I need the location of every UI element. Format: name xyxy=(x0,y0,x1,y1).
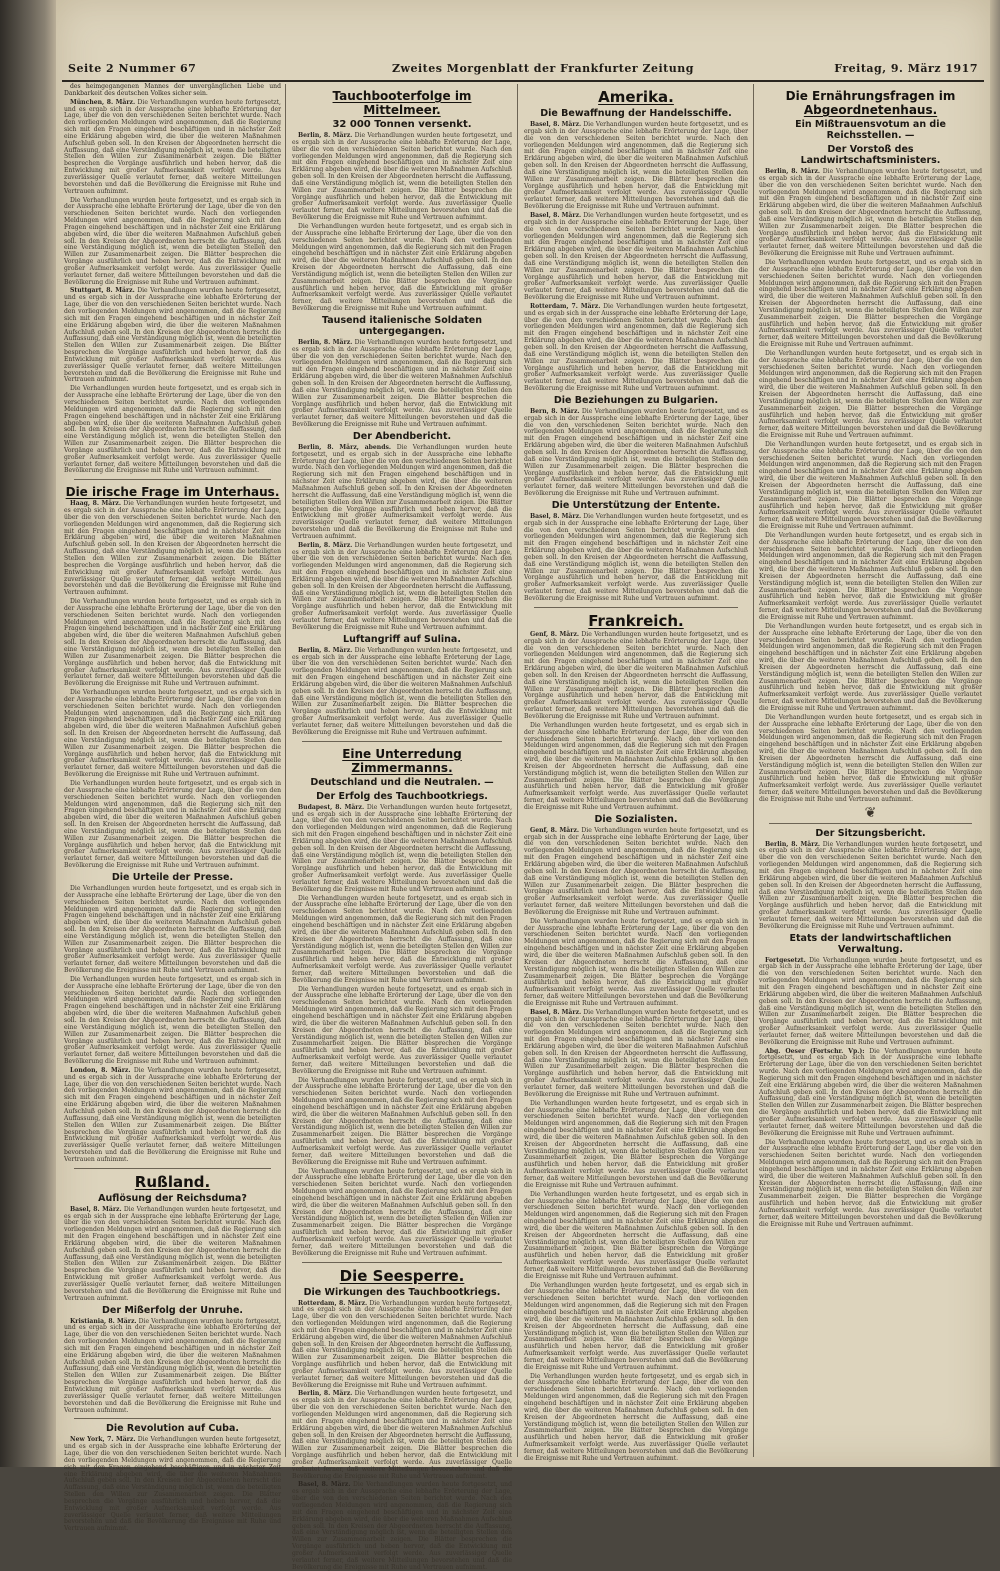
dateline: Berlin, 8. März. xyxy=(298,1390,353,1398)
article-text: Die Verhandlungen wurden heute fortgesetzt, und es ergab sich in der Aussprache eine lebhafte Erörterung der Lage, über die von den verschiedenen Seiten berichtet wurde. Nach den vorliegenden Meldungen wird angenommen, daß die Regierung sich mit den Fragen eingehend beschäftigen und in nächster Zeit eine Erklärung abgeben wird, die über die weiteren Maßnahmen Aufschluß geben soll. In den Kreisen der Abgeordneten herrscht die Auffassung, daß eine Verständigung möglich ist, wenn die beteiligten Stellen den Willen zur Zusammenarbeit zeigen. Die Blätter besprechen die Vorgänge ausführlich und heben hervor, daß die Entwicklung mit großer Aufmerksamkeit verfolgt werde. Aus zuverlässiger Quelle verlautet ferner, daß weitere Mitteilungen bevorstehen und daß die Bevölkerung die Ereignisse mit Ruhe und Vertrauen aufnimmt. xyxy=(524,121,749,211)
article-paragraph xyxy=(759,715,982,804)
headline-session-report: Der Sitzungsbericht. xyxy=(815,827,926,839)
page-edge xyxy=(990,0,1000,1467)
article-text: Die Verhandlungen wurden heute fortgesetzt, und es ergab sich in der Aussprache eine lebhafte Erörterung der Lage, über die von den verschiedenen Seiten berichtet wurde. Nach den vorliegenden Meldungen wird angenommen, daß die Regierung sich mit den Fragen eingehend beschäftigen und in nächster Zeit eine Erklärung abgeben wird, die über die weiteren Maßnahmen Aufschluß geben soll. In den Kreisen der Abgeordneten herrscht die Auffassung, daß eine Verständigung möglich ist, wenn die beteiligten Stellen den Willen zur Zusammenarbeit zeigen. Die Blätter besprechen die Vorgänge ausführlich und heben hervor, daß die Entwicklung mit großer Aufmerksamkeit verfolgt werde. Aus zuverlässiger Quelle verlautet ferner, daß weitere Mitteilungen bevorstehen und daß die Bevölkerung die Ereignisse mit Ruhe und Vertrauen aufnimmt. xyxy=(759,440,982,531)
issue-date: Freitag, 9. März 1917 xyxy=(834,62,978,75)
article-text: Die Verhandlungen wurden heute fortgesetzt, und es ergab sich in der Aussprache eine lebhafte Erörterung der Lage, über die von den verschiedenen Seiten berichtet wurde. Nach den vorliegenden Meldungen wird angenommen, daß die Regierung sich mit den Fragen eingehend beschäftigen und in nächster Zeit eine Erklärung abgeben wird, die über die weiteren Maßnahmen Aufschluß geben soll. In den Kreisen der Abgeordneten herrscht die Auffassung, daß eine Verständigung möglich ist, wenn die beteiligten Stellen den Willen zur Zusammenarbeit zeigen. Die Blätter besprechen die Vorgänge ausführlich und heben hervor, daß die Entwicklung mit großer Aufmerksamkeit verfolgt werde. Aus zuverlässiger Quelle verlautet ferner, daß weitere Mitteilungen bevorstehen und daß die Bevölkerung die Ereignisse mit Ruhe und Vertrauen aufnimmt. xyxy=(759,713,982,803)
article-text: Die Verhandlungen wurden heute fortgesetzt, und es ergab sich in der Aussprache eine lebhafte Erörterung der Lage, über die von den verschiedenen Seiten berichtet wurde. Nach den vorliegenden Meldungen wird angenommen, daß die Regierung sich mit den Fragen eingehend beschäftigen und in nächster Zeit eine Erklärung abgeben wird, die über die weiteren Maßnahmen Aufschluß geben soll. In den Kreisen der Abgeordneten herrscht die Auffassung, daß eine Verständigung möglich ist, wenn die beteiligten Stellen den Willen zur Zusammenarbeit zeigen. Die Blätter besprechen die Vorgänge ausführlich und heben hervor, daß die Entwicklung mit großer Aufmerksamkeit verfolgt werde. Aus zuverlässiger Quelle verlautet ferner, daß weitere Mitteilungen bevorstehen und daß die Bevölkerung die Ereignisse mit Ruhe und Vertrauen aufnimmt. xyxy=(64,385,281,475)
article-paragraph xyxy=(292,543,512,632)
article-paragraph xyxy=(64,288,281,384)
dateline: Bern, 8. März. xyxy=(530,407,580,415)
subheadline-press-opinions: Die Urteile der Presse. xyxy=(111,871,234,883)
article-text: Die Verhandlungen wurden heute fortgesetzt, und es ergab sich in der Aussprache eine lebhafte Erörterung der Lage, über die von den verschiedenen Seiten berichtet wurde. Nach den vorliegenden Meldungen wird angenommen, daß die Regierung sich mit den Fragen eingehend beschäftigen und in nächster Zeit eine Erklärung abgeben wird, die über die weiteren Maßnahmen Aufschluß geben soll. In den Kreisen der Abgeordneten herrscht die Auffassung, daß eine Verständigung möglich ist, wenn die beteiligten Stellen den Willen zur Zusammenarbeit zeigen. Die Blätter besprechen die Vorgänge ausführlich und heben hervor, daß die Entwicklung mit großer Aufmerksamkeit verfolgt werde. Aus zuverlässiger Quelle verlautet ferner, daß weitere Mitteilungen bevorstehen und daß die Bevölkerung die Ereignisse mit Ruhe und Vertrauen aufnimmt. xyxy=(524,512,749,602)
article-paragraph xyxy=(292,133,512,222)
article-text: Die Verhandlungen wurden heute fortgesetzt, und es ergab sich in der Aussprache eine lebhafte Erörterung der Lage, über die von den verschiedenen Seiten berichtet wurde. Nach den vorliegenden Meldungen wird angenommen, daß die Regierung sich mit den Fragen eingehend beschäftigen und in nächster Zeit eine Erklärung abgeben wird, die über die weiteren Maßnahmen Aufschluß geben soll. In den Kreisen der Abgeordneten herrscht die Auffassung, daß eine Verständigung möglich ist, wenn die beteiligten Stellen den Willen zur Zusammenarbeit zeigen. Die Blätter besprechen die Vorgänge ausführlich und heben hervor, daß die Entwicklung mit großer Aufmerksamkeit verfolgt werde. Aus zuverlässiger Quelle verlautet ferner, daß weitere Mitteilungen bevorstehen und daß die Bevölkerung die Ereignisse mit Ruhe und Vertrauen aufnimmt. xyxy=(64,98,281,195)
subheadline-unrest: Der Mißerfolg der Unruhe. xyxy=(102,1304,243,1316)
headline-sea-blockade: Die Seesperre. xyxy=(339,1266,465,1285)
dateline: Basel, 8. März. xyxy=(298,1481,351,1489)
article-paragraph xyxy=(64,690,281,779)
article-text: Die Verhandlungen wurden heute fortgesetzt, und es ergab sich in der Aussprache eine lebhafte Erörterung der Lage, über die von den verschiedenen Seiten berichtet wurde. Nach den vorliegenden Meldungen wird angenommen, daß die Regierung sich mit den Fragen eingehend beschäftigen und in nächster Zeit eine Erklärung abgeben wird, die über die weiteren Maßnahmen Aufschluß geben soll. In den Kreisen der Abgeordneten herrscht die Auffassung, daß eine Verständigung möglich ist, wenn die beteiligten Stellen den Willen zur Zusammenarbeit zeigen. Die Blätter besprechen die Vorgänge ausführlich und heben hervor, daß die Entwicklung mit großer Aufmerksamkeit verfolgt werde. Aus zuverlässiger Quelle verlautet ferner, daß weitere Mitteilungen bevorstehen und daß die Bevölkerung die Ereignisse mit Ruhe und Vertrauen aufnimmt. xyxy=(524,630,748,720)
article-text: Die Verhandlungen wurden heute fortgesetzt, und es ergab sich in der Aussprache eine lebhafte Erörterung der Lage, über die von den verschiedenen Seiten berichtet wurde. Nach den vorliegenden Meldungen wird angenommen, daß die Regierung sich mit den Fragen eingehend beschäftigen und in nächster Zeit eine Erklärung abgeben wird, die über die weiteren Maßnahmen Aufschluß geben soll. In den Kreisen der Abgeordneten herrscht die Auffassung, daß eine Verständigung möglich ist, wenn die beteiligten Stellen den Willen zur Zusammenarbeit zeigen. Die Blätter besprechen die Vorgänge ausführlich und heben hervor, daß die Entwicklung mit großer Aufmerksamkeit verfolgt werde. Aus zuverlässiger Quelle verlautet ferner, daß weitere Mitteilungen bevorstehen und daß die Bevölkerung die Ereignisse mit Ruhe und Vertrauen aufnimmt. xyxy=(759,349,982,440)
article-text: Die Verhandlungen wurden heute fortgesetzt, und es ergab sich in der Aussprache eine lebhafte Erörterung der Lage, über die von den verschiedenen Seiten berichtet wurde. Nach den vorliegenden Meldungen wird angenommen, daß die Regierung sich mit den Fragen eingehend beschäftigen und in nächster Zeit eine Erklärung abgeben wird, die über die weiteren Maßnahmen Aufschluß geben soll. In den Kreisen der Abgeordneten herrscht die Auffassung, daß eine Verständigung möglich ist, wenn die beteiligten Stellen den Willen zur Zusammenarbeit zeigen. Die Blätter besprechen die Vorgänge ausführlich und heben hervor, daß die Entwicklung mit großer Aufmerksamkeit verfolgt werde. Aus zuverlässiger Quelle verlautet ferner, daß weitere Mitteilungen bevorstehen und daß die Bevölkerung die Ereignisse mit Ruhe und Vertrauen aufnimmt. xyxy=(292,894,512,984)
speaker-label: Abg. Oeser (Fortschr. Vp.): xyxy=(765,1047,865,1055)
divider xyxy=(74,479,271,480)
subheadline-tonnage: 32 000 Tonnen versenkt. xyxy=(332,119,472,130)
article-text: Die Verhandlungen wurden heute fortgesetzt, und es ergab sich in der Aussprache eine lebhafte Erörterung der Lage, über die von den verschiedenen Seiten berichtet wurde. Nach den vorliegenden Meldungen wird angenommen, daß die Regierung sich mit den Fragen eingehend beschäftigen und in nächster Zeit eine Erklärung abgeben wird, die über die weiteren Maßnahmen Aufschluß geben soll. In den Kreisen der Abgeordneten herrscht die Auffassung, daß eine Verständigung möglich ist, wenn die beteiligten Stellen den Willen zur Zusammenarbeit zeigen. Die Blätter besprechen die Vorgänge ausführlich und heben hervor, daß die Entwicklung mit großer Aufmerksamkeit verfolgt werde. Aus zuverlässiger Quelle verlautet ferner, daß weitere Mitteilungen bevorstehen und daß die Bevölkerung die Ereignisse mit Ruhe und Vertrauen aufnimmt. xyxy=(524,1008,749,1098)
article-paragraph xyxy=(64,100,281,196)
article-text: Die Verhandlungen wurden heute fortgesetzt, und es ergab sich in der Aussprache eine lebhafte Erörterung der Lage, über die von den verschiedenen Seiten berichtet wurde. Nach den vorliegenden Meldungen wird angenommen, daß die Regierung sich mit den Fragen eingehend beschäftigen und in nächster Zeit eine Erklärung abgeben wird, die über die weiteren Maßnahmen Aufschluß geben soll. In den Kreisen der Abgeordneten herrscht die Auffassung, daß eine Verständigung möglich ist, wenn die beteiligten Stellen den Willen zur Zusammenarbeit zeigen. Die Blätter besprechen die Vorgänge ausführlich und heben hervor, daß die Entwicklung mit großer Aufmerksamkeit verfolgt werde. Aus zuverlässiger Quelle verlautet ferner, daß weitere Mitteilungen bevorstehen und daß die Bevölkerung die Ereignisse mit Ruhe und Vertrauen aufnimmt. xyxy=(759,258,982,349)
headline-air-raid-sulina: Luftangriff auf Sulina. xyxy=(343,633,461,645)
article-paragraph xyxy=(64,386,281,475)
headline-bulgaria-relations: Die Beziehungen zu Bulgarien. xyxy=(553,394,719,406)
article-text: Die Verhandlungen wurden heute fortgesetzt, und es ergab sich in der Aussprache eine lebhafte Erörterung der Lage, über die von den verschiedenen Seiten berichtet wurde. Nach den vorliegenden Meldungen wird angenommen, daß die Regierung sich mit den Fragen eingehend beschäftigen und in nächster Zeit eine Erklärung abgeben wird, die über die weiteren Maßnahmen Aufschluß geben soll. In den Kreisen der Abgeordneten herrscht die Auffassung, daß eine Verständigung möglich ist, wenn die beteiligten Stellen den Willen zur Zusammenarbeit zeigen. Die Blätter besprechen die Vorgänge ausführlich und heben hervor, daß die Entwicklung mit großer Aufmerksamkeit verfolgt werde. Aus zuverlässiger Quelle verlautet ferner, daß weitere Mitteilungen bevorstehen und daß die Bevölkerung die Ereignisse mit Ruhe und Vertrauen aufnimmt. xyxy=(292,443,512,540)
article-text: Die Verhandlungen wurden heute fortgesetzt, und es ergab sich in der Aussprache eine lebhafte Erörterung der Lage, über die von den verschiedenen Seiten berichtet wurde. Nach den vorliegenden Meldungen wird angenommen, daß die Regierung sich mit den Fragen eingehend beschäftigen und in nächster Zeit eine Erklärung abgeben wird, die über die weiteren Maßnahmen Aufschluß geben soll. In den Kreisen der Abgeordneten herrscht die Auffassung, daß eine Verständigung möglich ist, wenn die beteiligten Stellen den Willen zur Zusammenarbeit zeigen. Die Blätter besprechen die Vorgänge ausführlich und heben hervor, daß die Entwicklung mit großer Aufmerksamkeit verfolgt werde. Aus zuverlässiger Quelle verlautet ferner, daß weitere Mitteilungen bevorstehen und daß die Bevölkerung die Ereignisse mit Ruhe und Vertrauen aufnimmt. xyxy=(524,1190,748,1280)
article-text: Die Verhandlungen wurden heute fortgesetzt, und es ergab sich in der Aussprache eine lebhafte Erörterung der Lage, über die von den verschiedenen Seiten berichtet wurde. Nach den vorliegenden Meldungen wird angenommen, daß die Regierung sich mit den Fragen eingehend beschäftigen und in nächster Zeit eine Erklärung abgeben wird, die über die weiteren Maßnahmen Aufschluß geben soll. In den Kreisen der Abgeordneten herrscht die Auffassung, daß eine Verständigung möglich ist, wenn die beteiligten Stellen den Willen zur Zusammenarbeit zeigen. Die Blätter besprechen die Vorgänge ausführlich und heben hervor, daß die Entwicklung mit großer Aufmerksamkeit verfolgt werde. Aus zuverlässiger Quelle verlautet ferner, daß weitere Mitteilungen bevorstehen und daß die Bevölkerung die Ereignisse mit Ruhe und Vertrauen aufnimmt. xyxy=(64,196,281,286)
dateline: Genf, 8. März. xyxy=(530,826,580,834)
article-text: Die Verhandlungen wurden heute fortgesetzt, und es ergab sich in der Aussprache eine lebhafte Erörterung der Lage, über die von den verschiedenen Seiten berichtet wurde. Nach den vorliegenden Meldungen wird angenommen, daß die Regierung sich mit den Fragen eingehend beschäftigen und in nächster Zeit eine Erklärung abgeben wird, die über die weiteren Maßnahmen Aufschluß geben soll. In den Kreisen der Abgeordneten herrscht die Auffassung, daß eine Verständigung möglich ist, wenn die beteiligten Stellen den Willen zur Zusammenarbeit zeigen. Die Blätter besprechen die Vorgänge ausführlich und heben hervor, daß die Entwicklung mit großer Aufmerksamkeit verfolgt werde. Aus zuverlässiger Quelle verlautet ferner, daß weitere Mitteilungen bevorstehen und daß die Bevölkerung die Ereignisse mit Ruhe und Vertrauen aufnimmt. xyxy=(292,1481,513,1571)
article-paragraph xyxy=(64,977,281,1066)
headline-irish-question: Die irische Frage im Unterhaus. xyxy=(65,485,280,500)
subheadline-submarine-war: Der Erfolg des Tauchbootkriegs. xyxy=(316,790,488,802)
article-paragraph xyxy=(292,1169,512,1258)
article-text: Die Verhandlungen wurden heute fortgesetzt, und es ergab sich in der Aussprache eine lebhafte Erörterung der Lage, über die von den verschiedenen Seiten berichtet wurde. Nach den vorliegenden Meldungen wird angenommen, daß die Regierung sich mit den Fragen eingehend beschäftigen und in nächster Zeit eine Erklärung abgeben wird, die über die weiteren Maßnahmen Aufschluß geben soll. In den Kreisen der Abgeordneten herrscht die Auffassung, daß eine Verständigung möglich ist, wenn die beteiligten Stellen den Willen zur Zusammenarbeit zeigen. Die Blätter besprechen die Vorgänge ausführlich und heben hervor, daß die Entwicklung mit großer Aufmerksamkeit verfolgt werde. Aus zuverlässiger Quelle verlautet ferner, daß weitere Mitteilungen bevorstehen und daß die Bevölkerung die Ereignisse mit Ruhe und Vertrauen aufnimmt. xyxy=(292,985,512,1075)
article-paragraph xyxy=(524,122,748,211)
dateline: Basel, 8. März. xyxy=(530,211,582,219)
headline-food-questions: Die Ernährungsfragen im xyxy=(785,89,956,103)
article-paragraph xyxy=(64,599,281,688)
article-text: Die Verhandlungen wurden heute fortgesetzt, und es ergab sich in der Aussprache eine lebhafte Erörterung der Lage, über die von den verschiedenen Seiten berichtet wurde. Nach den vorliegenden Meldungen wird angenommen, daß die Regierung sich mit den Fragen eingehend beschäftigen und in nächster Zeit eine Erklärung abgeben wird, die über die weiteren Maßnahmen Aufschluß geben soll. In den Kreisen der Abgeordneten herrscht die Auffassung, daß eine Verständigung möglich ist, wenn die beteiligten Stellen den Willen zur Zusammenarbeit zeigen. Die Blätter besprechen die Vorgänge ausführlich und heben hervor, daß die Entwicklung mit großer Aufmerksamkeit verfolgt werde. Aus zuverlässiger Quelle verlautet ferner, daß weitere Mitteilungen bevorstehen und daß die Bevölkerung die Ereignisse mit Ruhe und Vertrauen aufnimmt. xyxy=(64,500,281,597)
article-paragraph xyxy=(292,896,512,985)
dateline: Rotterdam, 8. März. xyxy=(298,1299,368,1307)
article-paragraph xyxy=(759,842,982,931)
article-text: Die Verhandlungen wurden heute fortgesetzt, und es ergab sich in der Aussprache eine lebhafte Erörterung der Lage, über die von den verschiedenen Seiten berichtet wurde. Nach den vorliegenden Meldungen wird angenommen, daß die Regierung sich mit den Fragen eingehend beschäftigen und in nächster Zeit eine Erklärung abgeben wird, die über die weiteren Maßnahmen Aufschluß geben soll. In den Kreisen der Abgeordneten herrscht die Auffassung, daß eine Verständigung möglich ist, wenn die beteiligten Stellen den Willen zur Zusammenarbeit zeigen. Die Blätter besprechen die Vorgänge ausführlich und heben hervor, daß die Entwicklung mit großer Aufmerksamkeit verfolgt werde. Aus zuverlässiger Quelle verlautet ferner, daß weitere Mitteilungen bevorstehen und daß die Bevölkerung die Ereignisse mit Ruhe und Vertrauen aufnimmt. xyxy=(524,302,749,393)
article-paragraph xyxy=(524,1192,748,1281)
article-paragraph xyxy=(759,1140,982,1229)
headline-house-of-deputies: Abgeordnetenhaus. xyxy=(803,103,938,117)
article-paragraph xyxy=(524,632,748,721)
article-text: des heimgegangenen Mannes der unvergänglichen Liebe und Dankbarkeit des deutschen Volkes sicher sein. xyxy=(64,83,281,97)
dateline: Berlin, 8. März. xyxy=(298,338,353,346)
divider xyxy=(74,1418,271,1419)
dateline: Basel, 8. März. xyxy=(70,1205,122,1213)
article-text: Die Verhandlungen wurden heute fortgesetzt, und es ergab sich in der Aussprache eine lebhafte Erörterung der Lage, über die von den verschiedenen Seiten berichtet wurde. Nach den vorliegenden Meldungen wird angenommen, daß die Regierung sich mit den Fragen eingehend beschäftigen und in nächster Zeit eine Erklärung abgeben wird, die über die weiteren Maßnahmen Aufschluß geben soll. In den Kreisen der Abgeordneten herrscht die Auffassung, daß eine Verständigung möglich ist, wenn die beteiligten Stellen den Willen zur Zusammenarbeit zeigen. Die Blätter besprechen die Vorgänge ausführlich und heben hervor, daß die Entwicklung mit großer Aufmerksamkeit verfolgt werde. Aus zuverlässiger Quelle verlautet ferner, daß weitere Mitteilungen bevorstehen und daß die Bevölkerung die Ereignisse mit Ruhe und Vertrauen aufnimmt. xyxy=(759,1138,982,1228)
article-paragraph xyxy=(524,514,748,603)
article-text: Die Verhandlungen wurden heute fortgesetzt, und es ergab sich in der Aussprache eine lebhafte Erörterung der Lage, über die von den verschiedenen Seiten berichtet wurde. Nach den vorliegenden Meldungen wird angenommen, daß die Regierung sich mit den Fragen eingehend beschäftigen und in nächster Zeit eine Erklärung abgeben wird, die über die weiteren Maßnahmen Aufschluß geben soll. In den Kreisen der Abgeordneten herrscht die Auffassung, daß eine Verständigung möglich ist, wenn die beteiligten Stellen den Willen zur Zusammenarbeit zeigen. Die Blätter besprechen die Vorgänge ausführlich und heben hervor, daß die Entwicklung mit großer Aufmerksamkeit verfolgt werde. Aus zuverlässiger Quelle verlautet ferner, daß weitere Mitteilungen bevorstehen und daß die Bevölkerung die Ereignisse mit Ruhe und Vertrauen aufnimmt. xyxy=(292,1076,512,1166)
dateline: Basel, 8. März. xyxy=(530,121,582,128)
divider xyxy=(534,607,738,608)
subheadline-armed-merchant-ships: Die Bewaffnung der Handelsschiffe. xyxy=(540,108,732,119)
article-paragraph xyxy=(524,409,748,498)
article-text: Die Verhandlungen wurden heute fortgesetzt, und es ergab sich in der Aussprache eine lebhafte Erörterung der Lage, über die von den verschiedenen Seiten berichtet wurde. Nach den vorliegenden Meldungen wird angenommen, daß die Regierung sich mit den Fragen eingehend beschäftigen und in nächster Zeit eine Erklärung abgeben wird, die über die weiteren Maßnahmen Aufschluß geben soll. In den Kreisen der Abgeordneten herrscht die Auffassung, daß eine Verständigung möglich ist, wenn die beteiligten Stellen den Willen zur Zusammenarbeit zeigen. Die Blätter besprechen die Vorgänge ausführlich und heben hervor, daß die Entwicklung mit großer Aufmerksamkeit verfolgt werde. Aus zuverlässiger Quelle verlautet ferner, daß weitere Mitteilungen bevorstehen und daß die Bevölkerung die Ereignisse mit Ruhe und Vertrauen aufnimmt. xyxy=(292,803,513,893)
dateline: Rotterdam, 7. März. xyxy=(530,302,601,310)
article-text: Die Verhandlungen wurden heute fortgesetzt, und es ergab sich in der Aussprache eine lebhafte Erörterung der Lage, über die von den verschiedenen Seiten berichtet wurde. Nach den vorliegenden Meldungen wird angenommen, daß die Regierung sich mit den Fragen eingehend beschäftigen und in nächster Zeit eine Erklärung abgeben wird, die über die weiteren Maßnahmen Aufschluß geben soll. In den Kreisen der Abgeordneten herrscht die Auffassung, daß eine Verständigung möglich ist, wenn die beteiligten Stellen den Willen zur Zusammenarbeit zeigen. Die Blätter besprechen die Vorgänge ausführlich und heben hervor, daß die Entwicklung mit großer Aufmerksamkeit verfolgt werde. Aus zuverlässiger Quelle verlautet ferner, daß weitere Mitteilungen bevorstehen und daß die Bevölkerung die Ereignisse mit Ruhe und Vertrauen aufnimmt. xyxy=(64,780,281,870)
article-text: Die Verhandlungen wurden heute fortgesetzt, und es ergab sich in der Aussprache eine lebhafte Erörterung der Lage, über die von den verschiedenen Seiten berichtet wurde. Nach den vorliegenden Meldungen wird angenommen, daß die Regierung sich mit den Fragen eingehend beschäftigen und in nächster Zeit eine Erklärung abgeben wird, die über die weiteren Maßnahmen Aufschluß geben soll. In den Kreisen der Abgeordneten herrscht die Auffassung, daß eine Verständigung möglich ist, wenn die beteiligten Stellen den Willen zur Zusammenarbeit zeigen. Die Blätter besprechen die Vorgänge ausführlich und heben hervor, daß die Entwicklung mit großer Aufmerksamkeit verfolgt werde. Aus zuverlässiger Quelle verlautet ferner, daß weitere Mitteilungen bevorstehen und daß die Bevölkerung die Ereignisse mit Ruhe und Vertrauen aufnimmt. xyxy=(524,917,748,1007)
article-paragraph xyxy=(292,805,512,894)
article-text: Die Verhandlungen wurden heute fortgesetzt, und es ergab sich in der Aussprache eine lebhafte Erörterung der Lage, über die von den verschiedenen Seiten berichtet wurde. Nach den vorliegenden Meldungen wird angenommen, daß die Regierung sich mit den Fragen eingehend beschäftigen und in nächster Zeit eine Erklärung abgeben wird, die über die weiteren Maßnahmen Aufschluß geben soll. In den Kreisen der Abgeordneten herrscht die Auffassung, daß eine Verständigung möglich ist, wenn die beteiligten Stellen den Willen zur Zusammenarbeit zeigen. Die Blätter besprechen die Vorgänge ausführlich und heben hervor, daß die Entwicklung mit großer Aufmerksamkeit verfolgt werde. Aus zuverlässiger Quelle verlautet ferner, daß weitere Mitteilungen bevorstehen und daß die Bevölkerung die Ereignisse mit Ruhe und Vertrauen aufnimmt. xyxy=(292,1390,512,1480)
column-4 xyxy=(759,84,982,1457)
dateline: Stuttgart, 8. März. xyxy=(70,287,135,295)
article-text: Die Verhandlungen wurden heute fortgesetzt, und es ergab sich in der Aussprache eine lebhafte Erörterung der Lage, über die von den verschiedenen Seiten berichtet wurde. Nach den vorliegenden Meldungen wird angenommen, daß die Regierung sich mit den Fragen eingehend beschäftigen und in nächster Zeit eine Erklärung abgeben wird, die über die weiteren Maßnahmen Aufschluß geben soll. In den Kreisen der Abgeordneten herrscht die Auffassung, daß eine Verständigung möglich ist, wenn die beteiligten Stellen den Willen zur Zusammenarbeit zeigen. Die Blätter besprechen die Vorgänge ausführlich und heben hervor, daß die Entwicklung mit großer Aufmerksamkeit verfolgt werde. Aus zuverlässiger Quelle verlautet ferner, daß weitere Mitteilungen bevorstehen und daß die Bevölkerung die Ereignisse mit Ruhe und Vertrauen aufnimmt. xyxy=(759,622,982,712)
article-paragraph xyxy=(759,624,982,713)
article-paragraph xyxy=(524,1283,748,1372)
article-text: Die Verhandlungen wurden heute fortgesetzt, und es ergab sich in der Aussprache eine lebhafte Erörterung der Lage, über die von den verschiedenen Seiten berichtet wurde. Nach den vorliegenden Meldungen wird angenommen, daß die Regierung sich mit den Fragen eingehend beschäftigen und in nächster Zeit eine Erklärung abgeben wird, die über die weiteren Maßnahmen Aufschluß geben soll. In den Kreisen der Abgeordneten herrscht die Auffassung, daß eine Verständigung möglich ist, wenn die beteiligten Stellen den Willen zur Zusammenarbeit zeigen. Die Blätter besprechen die Vorgänge ausführlich und heben hervor, daß die Entwicklung mit großer Aufmerksamkeit verfolgt werde. Aus zuverlässiger Quelle verlautet ferner, daß weitere Mitteilungen bevorstehen und daß die Bevölkerung die Ereignisse mit Ruhe und Vertrauen aufnimmt. xyxy=(64,1436,281,1533)
divider xyxy=(302,741,502,742)
ornament-icon: ❦ xyxy=(864,804,877,821)
newspaper-masthead-line: Zweites Morgenblatt der Frankfurter Zeitung xyxy=(392,62,694,75)
article-text: Die Verhandlungen wurden heute fortgesetzt, und es ergab sich in der Aussprache eine lebhafte Erörterung der Lage, über die von den verschiedenen Seiten berichtet wurde. Nach den vorliegenden Meldungen wird angenommen, daß die Regierung sich mit den Fragen eingehend beschäftigen und in nächster Zeit eine Erklärung abgeben wird, die über die weiteren Maßnahmen Aufschluß geben soll. In den Kreisen der Abgeordneten herrscht die Auffassung, daß eine Verständigung möglich ist, wenn die beteiligten Stellen den Willen zur Zusammenarbeit zeigen. Die Blätter besprechen die Vorgänge ausführlich und heben hervor, daß die Entwicklung mit großer Aufmerksamkeit verfolgt werde. Aus zuverlässiger Quelle verlautet ferner, daß weitere Mitteilungen bevorstehen und daß die Bevölkerung die Ereignisse mit Ruhe und Vertrauen aufnimmt. xyxy=(64,598,281,688)
divider xyxy=(769,823,972,824)
article-paragraph xyxy=(292,1482,512,1571)
subheadline-agriculture-minister: Der Vorstoß des Landwirtschaftsministers. xyxy=(800,144,941,166)
article-paragraph xyxy=(759,533,982,622)
article-text: Die Verhandlungen wurden heute fortgesetzt, und es ergab sich in der Aussprache eine lebhafte Erörterung der Lage, über die von den verschiedenen Seiten berichtet wurde. Nach den vorliegenden Meldungen wird angenommen, daß die Regierung sich mit den Fragen eingehend beschäftigen und in nächster Zeit eine Erklärung abgeben wird, die über die weiteren Maßnahmen Aufschluß geben soll. In den Kreisen der Abgeordneten herrscht die Auffassung, daß eine Verständigung möglich ist, wenn die beteiligten Stellen den Willen zur Zusammenarbeit zeigen. Die Blätter besprechen die Vorgänge ausführlich und heben hervor, daß die Entwicklung mit großer Aufmerksamkeit verfolgt werde. Aus zuverlässiger Quelle verlautet ferner, daß weitere Mitteilungen bevorstehen und daß die Bevölkerung die Ereignisse mit Ruhe und Vertrauen aufnimmt. xyxy=(292,541,512,631)
article-paragraph xyxy=(64,1437,281,1533)
article-paragraph xyxy=(524,919,748,1008)
dateline: Berlin, 8. März, abends. xyxy=(298,443,392,451)
article-text: Die Verhandlungen wurden heute fortgesetzt, und es ergab sich in der Aussprache eine lebhafte Erörterung der Lage, über die von den verschiedenen Seiten berichtet wurde. Nach den vorliegenden Meldungen wird angenommen, daß die Regierung sich mit den Fragen eingehend beschäftigen und in nächster Zeit eine Erklärung abgeben wird, die über die weiteren Maßnahmen Aufschluß geben soll. In den Kreisen der Abgeordneten herrscht die Auffassung, daß eine Verständigung möglich ist, wenn die beteiligten Stellen den Willen zur Zusammenarbeit zeigen. Die Blätter besprechen die Vorgänge ausführlich und heben hervor, daß die Entwicklung mit großer Aufmerksamkeit verfolgt werde. Aus zuverlässiger Quelle verlautet ferner, daß weitere Mitteilungen bevorstehen und daß die Bevölkerung die Ereignisse mit Ruhe und Vertrauen aufnimmt. xyxy=(292,1299,513,1389)
column-rule xyxy=(517,84,518,1457)
dateline: Berlin, 8. März. xyxy=(298,132,353,139)
dateline: Berlin, 8. März. xyxy=(298,646,353,654)
article-paragraph xyxy=(759,1049,982,1138)
dateline: Kristiania, 8. März. xyxy=(70,1317,137,1325)
headline-cuba-revolution: Die Revolution auf Cuba. xyxy=(106,1423,239,1435)
dateline: Berlin, 8. März. xyxy=(765,840,821,848)
article-paragraph xyxy=(759,442,982,531)
article-text: Die Verhandlungen wurden heute fortgesetzt, und es ergab sich in der Aussprache eine lebhafte Erörterung der Lage, über die von den verschiedenen Seiten berichtet wurde. Nach den vorliegenden Meldungen wird angenommen, daß die Regierung sich mit den Fragen eingehend beschäftigen und in nächster Zeit eine Erklärung abgeben wird, die über die weiteren Maßnahmen Aufschluß geben soll. In den Kreisen der Abgeordneten herrscht die Auffassung, daß eine Verständigung möglich ist, wenn die beteiligten Stellen den Willen zur Zusammenarbeit zeigen. Die Blätter besprechen die Vorgänge ausführlich und heben hervor, daß die Entwicklung mit großer Aufmerksamkeit verfolgt werde. Aus zuverlässiger Quelle verlautet ferner, daß weitere Mitteilungen bevorstehen und daß die Bevölkerung die Ereignisse mit Ruhe und Vertrauen aufnimmt. xyxy=(64,1066,282,1163)
headline-zimmermann-interview: Eine Unterredung Zimmermanns. xyxy=(342,746,462,775)
article-text: Die Verhandlungen wurden heute fortgesetzt, und es ergab sich in der Aussprache eine lebhafte Erörterung der Lage, über die von den verschiedenen Seiten berichtet wurde. Nach den vorliegenden Meldungen wird angenommen, daß die Regierung sich mit den Fragen eingehend beschäftigen und in nächster Zeit eine Erklärung abgeben wird, die über die weiteren Maßnahmen Aufschluß geben soll. In den Kreisen der Abgeordneten herrscht die Auffassung, daß eine Verständigung möglich ist, wenn die beteiligten Stellen den Willen zur Zusammenarbeit zeigen. Die Blätter besprechen die Vorgänge ausführlich und heben hervor, daß die Entwicklung mit großer Aufmerksamkeit verfolgt werde. Aus zuverlässiger Quelle verlautet ferner, daß weitere Mitteilungen bevorstehen und daß die Bevölkerung die Ereignisse mit Ruhe und Vertrauen aufnimmt. xyxy=(759,168,982,258)
article-text: Die Verhandlungen wurden heute fortgesetzt, und es ergab sich in der Aussprache eine lebhafte Erörterung der Lage, über die von den verschiedenen Seiten berichtet wurde. Nach den vorliegenden Meldungen wird angenommen, daß die Regierung sich mit den Fragen eingehend beschäftigen und in nächster Zeit eine Erklärung abgeben wird, die über die weiteren Maßnahmen Aufschluß geben soll. In den Kreisen der Abgeordneten herrscht die Auffassung, daß eine Verständigung möglich ist, wenn die beteiligten Stellen den Willen zur Zusammenarbeit zeigen. Die Blätter besprechen die Vorgänge ausführlich und heben hervor, daß die Entwicklung mit großer Aufmerksamkeit verfolgt werde. Aus zuverlässiger Quelle verlautet ferner, daß weitere Mitteilungen bevorstehen und daß die Bevölkerung die Ereignisse mit Ruhe und Vertrauen aufnimmt. xyxy=(292,338,512,429)
article-paragraph xyxy=(64,1319,281,1415)
article-text: Die Verhandlungen wurden heute fortgesetzt, und es ergab sich in der Aussprache eine lebhafte Erörterung der Lage, über die von den verschiedenen Seiten berichtet wurde. Nach den vorliegenden Meldungen wird angenommen, daß die Regierung sich mit den Fragen eingehend beschäftigen und in nächster Zeit eine Erklärung abgeben wird, die über die weiteren Maßnahmen Aufschluß geben soll. In den Kreisen der Abgeordneten herrscht die Auffassung, daß eine Verständigung möglich ist, wenn die beteiligten Stellen den Willen zur Zusammenarbeit zeigen. Die Blätter besprechen die Vorgänge ausführlich und heben hervor, daß die Entwicklung mit großer Aufmerksamkeit verfolgt werde. Aus zuverlässiger Quelle verlautet ferner, daß weitere Mitteilungen bevorstehen und daß die Bevölkerung die Ereignisse mit Ruhe und Vertrauen aufnimmt. xyxy=(292,1167,512,1257)
divider xyxy=(74,1168,271,1169)
subheadline-effects: Die Wirkungen des Tauchbootkriegs. xyxy=(303,1286,501,1298)
article-text: Die Verhandlungen wurden heute fortgesetzt, und es ergab sich in der Aussprache eine lebhafte Erörterung der Lage, über die von den verschiedenen Seiten berichtet wurde. Nach den vorliegenden Meldungen wird angenommen, daß die Regierung sich mit den Fragen eingehend beschäftigen und in nächster Zeit eine Erklärung abgeben wird, die über die weiteren Maßnahmen Aufschluß geben soll. In den Kreisen der Abgeordneten herrscht die Auffassung, daß eine Verständigung möglich ist, wenn die beteiligten Stellen den Willen zur Zusammenarbeit zeigen. Die Blätter besprechen die Vorgänge ausführlich und heben hervor, daß die Entwicklung mit großer Aufmerksamkeit verfolgt werde. Aus zuverlässiger Quelle verlautet ferner, daß weitere Mitteilungen bevorstehen und daß die Bevölkerung die Ereignisse mit Ruhe und Vertrauen aufnimmt. xyxy=(759,840,982,930)
article-text: Die Verhandlungen wurden heute fortgesetzt, und es ergab sich in der Aussprache eine lebhafte Erörterung der Lage, über die von den verschiedenen Seiten berichtet wurde. Nach den vorliegenden Meldungen wird angenommen, daß die Regierung sich mit den Fragen eingehend beschäftigen und in nächster Zeit eine Erklärung abgeben wird, die über die weiteren Maßnahmen Aufschluß geben soll. In den Kreisen der Abgeordneten herrscht die Auffassung, daß eine Verständigung möglich ist, wenn die beteiligten Stellen den Willen zur Zusammenarbeit zeigen. Die Blätter besprechen die Vorgänge ausführlich und heben hervor, daß die Entwicklung mit großer Aufmerksamkeit verfolgt werde. Aus zuverlässiger Quelle verlautet ferner, daß weitere Mitteilungen bevorstehen und daß die Bevölkerung die Ereignisse mit Ruhe und Vertrauen aufnimmt. xyxy=(759,531,982,621)
article-text: Die Verhandlungen wurden heute fortgesetzt, und es ergab sich in der Aussprache eine lebhafte Erörterung der Lage, über die von den verschiedenen Seiten berichtet wurde. Nach den vorliegenden Meldungen wird angenommen, daß die Regierung sich mit den Fragen eingehend beschäftigen und in nächster Zeit eine Erklärung abgeben wird, die über die weiteren Maßnahmen Aufschluß geben soll. In den Kreisen der Abgeordneten herrscht die Auffassung, daß eine Verständigung möglich ist, wenn die beteiligten Stellen den Willen zur Zusammenarbeit zeigen. Die Blätter besprechen die Vorgänge ausführlich und heben hervor, daß die Entwicklung mit großer Aufmerksamkeit verfolgt werde. Aus zuverlässiger Quelle verlautet ferner, daß weitere Mitteilungen bevorstehen und daß die Bevölkerung die Ereignisse mit Ruhe und Vertrauen aufnimmt. xyxy=(524,1099,748,1189)
article-paragraph xyxy=(292,445,512,541)
divider xyxy=(302,1262,502,1263)
dateline: Haag, 8. März. xyxy=(70,500,122,508)
article-text: Die Verhandlungen wurden heute fortgesetzt, und es ergab sich in der Aussprache eine lebhafte Erörterung der Lage, über die von den verschiedenen Seiten berichtet wurde. Nach den vorliegenden Meldungen wird angenommen, daß die Regierung sich mit den Fragen eingehend beschäftigen und in nächster Zeit eine Erklärung abgeben wird, die über die weiteren Maßnahmen Aufschluß geben soll. In den Kreisen der Abgeordneten herrscht die Auffassung, daß eine Verständigung möglich ist, wenn die beteiligten Stellen den Willen zur Zusammenarbeit zeigen. Die Blätter besprechen die Vorgänge ausführlich und heben hervor, daß die Entwicklung mit großer Aufmerksamkeit verfolgt werde. Aus zuverlässiger Quelle verlautet ferner, daß weitere Mitteilungen bevorstehen und daß die Bevölkerung die Ereignisse mit Ruhe und Vertrauen aufnimmt. xyxy=(524,407,748,498)
dateline: Budapest, 8. März. xyxy=(298,803,365,811)
headline-france: Frankreich. xyxy=(588,611,684,630)
page-header xyxy=(62,56,984,82)
article-text: Die Verhandlungen wurden heute fortgesetzt, und es ergab sich in der Aussprache eine lebhafte Erörterung der Lage, über die von den verschiedenen Seiten berichtet wurde. Nach den vorliegenden Meldungen wird angenommen, daß die Regierung sich mit den Fragen eingehend beschäftigen und in nächster Zeit eine Erklärung abgeben wird, die über die weiteren Maßnahmen Aufschluß geben soll. In den Kreisen der Abgeordneten herrscht die Auffassung, daß eine Verständigung möglich ist, wenn die beteiligten Stellen den Willen zur Zusammenarbeit zeigen. Die Blätter besprechen die Vorgänge ausführlich und heben hervor, daß die Entwicklung mit großer Aufmerksamkeit verfolgt werde. Aus zuverlässiger Quelle verlautet ferner, daß weitere Mitteilungen bevorstehen und daß die Bevölkerung die Ereignisse mit Ruhe und Vertrauen aufnimmt. xyxy=(292,222,512,313)
page-number-label: Seite 2 Nummer 67 xyxy=(68,62,197,75)
newspaper-page xyxy=(56,0,990,1571)
article-text: Die Verhandlungen wurden heute fortgesetzt, und es ergab sich in der Aussprache eine lebhafte Erörterung der Lage, über die von den verschiedenen Seiten berichtet wurde. Nach den vorliegenden Meldungen wird angenommen, daß die Regierung sich mit den Fragen eingehend beschäftigen und in nächster Zeit eine Erklärung abgeben wird, die über die weiteren Maßnahmen Aufschluß geben soll. In den Kreisen der Abgeordneten herrscht die Auffassung, daß eine Verständigung möglich ist, wenn die beteiligten Stellen den Willen zur Zusammenarbeit zeigen. Die Blätter besprechen die Vorgänge ausführlich und heben hervor, daß die Entwicklung mit großer Aufmerksamkeit verfolgt werde. Aus zuverlässiger Quelle verlautet ferner, daß weitere Mitteilungen bevorstehen und daß die Bevölkerung die Ereignisse mit Ruhe und Vertrauen aufnimmt. xyxy=(64,287,281,384)
article-text: Die Verhandlungen wurden heute fortgesetzt, und es ergab sich in der Aussprache eine lebhafte Erörterung der Lage, über die von den verschiedenen Seiten berichtet wurde. Nach den vorliegenden Meldungen wird angenommen, daß die Regierung sich mit den Fragen eingehend beschäftigen und in nächster Zeit eine Erklärung abgeben wird, die über die weiteren Maßnahmen Aufschluß geben soll. In den Kreisen der Abgeordneten herrscht die Auffassung, daß eine Verständigung möglich ist, wenn die beteiligten Stellen den Willen zur Zusammenarbeit zeigen. Die Blätter besprechen die Vorgänge ausführlich und heben hervor, daß die Entwicklung mit großer Aufmerksamkeit verfolgt werde. Aus zuverlässiger Quelle verlautet ferner, daß weitere Mitteilungen bevorstehen und daß die Bevölkerung die Ereignisse mit Ruhe und Vertrauen aufnimmt. xyxy=(524,1281,748,1371)
headline-america: Amerika. xyxy=(598,88,674,106)
article-text: Die Verhandlungen wurden heute fortgesetzt, und es ergab sich in der Aussprache eine lebhafte Erörterung der Lage, über die von den verschiedenen Seiten berichtet wurde. Nach den vorliegenden Meldungen wird angenommen, daß die Regierung sich mit den Fragen eingehend beschäftigen und in nächster Zeit eine Erklärung abgeben wird, die über die weiteren Maßnahmen Aufschluß geben soll. In den Kreisen der Abgeordneten herrscht die Auffassung, daß eine Verständigung möglich ist, wenn die beteiligten Stellen den Willen zur Zusammenarbeit zeigen. Die Blätter besprechen die Vorgänge ausführlich und heben hervor, daß die Entwicklung mit großer Aufmerksamkeit verfolgt werde. Aus zuverlässiger Quelle verlautet ferner, daß weitere Mitteilungen bevorstehen und daß die Bevölkerung die Ereignisse mit Ruhe und Vertrauen aufnimmt. xyxy=(64,1317,281,1414)
dateline: München, 8. März. xyxy=(70,98,136,106)
subheadline-no-confidence: Ein Mißtrauensvotum an die Reichsstellen. — xyxy=(795,119,946,141)
article-paragraph xyxy=(64,501,281,597)
article-text: Die Verhandlungen wurden heute fortgesetzt, und es ergab sich in der Aussprache eine lebhafte Erörterung der Lage, über die von den verschiedenen Seiten berichtet wurde. Nach den vorliegenden Meldungen wird angenommen, daß die Regierung sich mit den Fragen eingehend beschäftigen und in nächster Zeit eine Erklärung abgeben wird, die über die weiteren Maßnahmen Aufschluß geben soll. In den Kreisen der Abgeordneten herrscht die Auffassung, daß eine Verständigung möglich ist, wenn die beteiligten Stellen den Willen zur Zusammenarbeit zeigen. Die Blätter besprechen die Vorgänge ausführlich und heben hervor, daß die Entwicklung mit großer Aufmerksamkeit verfolgt werde. Aus zuverlässiger Quelle verlautet ferner, daß weitere Mitteilungen bevorstehen und daß die Bevölkerung die Ereignisse mit Ruhe und Vertrauen aufnimmt. xyxy=(759,1047,983,1137)
dateline: Genf, 8. März. xyxy=(530,630,580,638)
column-rule xyxy=(285,84,286,1457)
article-paragraph xyxy=(292,1391,512,1480)
article-text: Die Verhandlungen wurden heute fortgesetzt, und es ergab sich in der Aussprache eine lebhafte Erörterung der Lage, über die von den verschiedenen Seiten berichtet wurde. Nach den vorliegenden Meldungen wird angenommen, daß die Regierung sich mit den Fragen eingehend beschäftigen und in nächster Zeit eine Erklärung abgeben wird, die über die weiteren Maßnahmen Aufschluß geben soll. In den Kreisen der Abgeordneten herrscht die Auffassung, daß eine Verständigung möglich ist, wenn die beteiligten Stellen den Willen zur Zusammenarbeit zeigen. Die Blätter besprechen die Vorgänge ausführlich und heben hervor, daß die Entwicklung mit großer Aufmerksamkeit verfolgt werde. Aus zuverlässiger Quelle verlautet ferner, daß weitere Mitteilungen bevorstehen und daß die Bevölkerung die Ereignisse mit Ruhe und Vertrauen aufnimmt. xyxy=(524,721,748,811)
article-paragraph xyxy=(64,1207,281,1303)
headline-evening-report: Der Abendbericht. xyxy=(352,430,452,442)
article-paragraph xyxy=(292,224,512,313)
article-paragraph xyxy=(292,1301,512,1390)
column-2 xyxy=(292,84,513,1571)
article-paragraph xyxy=(759,958,982,1047)
headline-entente-support: Die Unterstützung der Entente. xyxy=(551,499,721,511)
article-paragraph xyxy=(524,213,748,302)
article-paragraph xyxy=(524,1010,748,1099)
subheadline-agriculture-budget: Etats der landwirtschaftlichen Verwaltung. xyxy=(789,932,952,955)
headline-russia: Rußland. xyxy=(134,1172,211,1191)
dateline: Basel, 8. März. xyxy=(530,1008,582,1016)
article-text: Die Verhandlungen wurden heute fortgesetzt, und es ergab sich in der Aussprache eine lebhafte Erörterung der Lage, über die von den verschiedenen Seiten berichtet wurde. Nach den vorliegenden Meldungen wird angenommen, daß die Regierung sich mit den Fragen eingehend beschäftigen und in nächster Zeit eine Erklärung abgeben wird, die über die weiteren Maßnahmen Aufschluß geben soll. In den Kreisen der Abgeordneten herrscht die Auffassung, daß eine Verständigung möglich ist, wenn die beteiligten Stellen den Willen zur Zusammenarbeit zeigen. Die Blätter besprechen die Vorgänge ausführlich und heben hervor, daß die Entwicklung mit großer Aufmerksamkeit verfolgt werde. Aus zuverlässiger Quelle verlautet ferner, daß weitere Mitteilungen bevorstehen und daß die Bevölkerung die Ereignisse mit Ruhe und Vertrauen aufnimmt. xyxy=(759,956,983,1046)
article-paragraph xyxy=(292,340,512,429)
headline-socialists: Die Sozialisten. xyxy=(594,813,678,825)
subheadline-duma: Auflösung der Reichsduma? xyxy=(98,1192,247,1204)
article-paragraph xyxy=(524,1374,748,1463)
article-text: Die Verhandlungen wurden heute fortgesetzt, und es ergab sich in der Aussprache eine lebhafte Erörterung der Lage, über die von den verschiedenen Seiten berichtet wurde. Nach den vorliegenden Meldungen wird angenommen, daß die Regierung sich mit den Fragen eingehend beschäftigen und in nächster Zeit eine Erklärung abgeben wird, die über die weiteren Maßnahmen Aufschluß geben soll. In den Kreisen der Abgeordneten herrscht die Auffassung, daß eine Verständigung möglich ist, wenn die beteiligten Stellen den Willen zur Zusammenarbeit zeigen. Die Blätter besprechen die Vorgänge ausführlich und heben hervor, daß die Entwicklung mit großer Aufmerksamkeit verfolgt werde. Aus zuverlässiger Quelle verlautet ferner, daß weitere Mitteilungen bevorstehen und daß die Bevölkerung die Ereignisse mit Ruhe und Vertrauen aufnimmt. xyxy=(64,1205,282,1302)
article-paragraph xyxy=(759,169,982,258)
article-paragraph xyxy=(524,723,748,812)
article-text: Die Verhandlungen wurden heute fortgesetzt, und es ergab sich in der Aussprache eine lebhafte Erörterung der Lage, über die von den verschiedenen Seiten berichtet wurde. Nach den vorliegenden Meldungen wird angenommen, daß die Regierung sich mit den Fragen eingehend beschäftigen und in nächster Zeit eine Erklärung abgeben wird, die über die weiteren Maßnahmen Aufschluß geben soll. In den Kreisen der Abgeordneten herrscht die Auffassung, daß eine Verständigung möglich ist, wenn die beteiligten Stellen den Willen zur Zusammenarbeit zeigen. Die Blätter besprechen die Vorgänge ausführlich und heben hervor, daß die Entwicklung mit großer Aufmerksamkeit verfolgt werde. Aus zuverlässiger Quelle verlautet ferner, daß weitere Mitteilungen bevorstehen und daß die Bevölkerung die Ereignisse mit Ruhe und Vertrauen aufnimmt. xyxy=(292,646,512,736)
article-text: Die Verhandlungen wurden heute fortgesetzt, und es ergab sich in der Aussprache eine lebhafte Erörterung der Lage, über die von den verschiedenen Seiten berichtet wurde. Nach den vorliegenden Meldungen wird angenommen, daß die Regierung sich mit den Fragen eingehend beschäftigen und in nächster Zeit eine Erklärung abgeben wird, die über die weiteren Maßnahmen Aufschluß geben soll. In den Kreisen der Abgeordneten herrscht die Auffassung, daß eine Verständigung möglich ist, wenn die beteiligten Stellen den Willen zur Zusammenarbeit zeigen. Die Blätter besprechen die Vorgänge ausführlich und heben hervor, daß die Entwicklung mit großer Aufmerksamkeit verfolgt werde. Aus zuverlässiger Quelle verlautet ferner, daß weitere Mitteilungen bevorstehen und daß die Bevölkerung die Ereignisse mit Ruhe und Vertrauen aufnimmt. xyxy=(292,132,512,222)
article-paragraph xyxy=(64,1068,281,1164)
article-text: Die Verhandlungen wurden heute fortgesetzt, und es ergab sich in der Aussprache eine lebhafte Erörterung der Lage, über die von den verschiedenen Seiten berichtet wurde. Nach den vorliegenden Meldungen wird angenommen, daß die Regierung sich mit den Fragen eingehend beschäftigen und in nächster Zeit eine Erklärung abgeben wird, die über die weiteren Maßnahmen Aufschluß geben soll. In den Kreisen der Abgeordneten herrscht die Auffassung, daß eine Verständigung möglich ist, wenn die beteiligten Stellen den Willen zur Zusammenarbeit zeigen. Die Blätter besprechen die Vorgänge ausführlich und heben hervor, daß die Entwicklung mit großer Aufmerksamkeit verfolgt werde. Aus zuverlässiger Quelle verlautet ferner, daß weitere Mitteilungen bevorstehen und daß die Bevölkerung die Ereignisse mit Ruhe und Vertrauen aufnimmt. xyxy=(64,975,281,1066)
book-spine-binding xyxy=(0,0,56,1467)
article-paragraph xyxy=(292,987,512,1076)
article-paragraph xyxy=(64,781,281,870)
article-paragraph xyxy=(759,351,982,440)
continued-label: Fortgesetzt. xyxy=(765,956,806,964)
dateline: London, 8. März. xyxy=(70,1066,131,1074)
dateline: New York, 7. März. xyxy=(70,1436,136,1444)
column-rule xyxy=(753,84,754,1457)
headline-submarine-success: Tauchbooterfolge im Mittelmeer. xyxy=(332,89,472,117)
article-paragraph xyxy=(64,886,281,975)
subheadline-neutrals: Deutschland und die Neutralen. — xyxy=(310,776,494,788)
article-paragraph xyxy=(292,648,512,737)
article-paragraph xyxy=(759,260,982,349)
headline-italian-soldiers: Tausend italienische Soldaten untergegangen. xyxy=(322,314,482,337)
article-paragraph xyxy=(524,828,748,917)
article-text: Die Verhandlungen wurden heute fortgesetzt, und es ergab sich in der Aussprache eine lebhafte Erörterung der Lage, über die von den verschiedenen Seiten berichtet wurde. Nach den vorliegenden Meldungen wird angenommen, daß die Regierung sich mit den Fragen eingehend beschäftigen und in nächster Zeit eine Erklärung abgeben wird, die über die weiteren Maßnahmen Aufschluß geben soll. In den Kreisen der Abgeordneten herrscht die Auffassung, daß eine Verständigung möglich ist, wenn die beteiligten Stellen den Willen zur Zusammenarbeit zeigen. Die Blätter besprechen die Vorgänge ausführlich und heben hervor, daß die Entwicklung mit großer Aufmerksamkeit verfolgt werde. Aus zuverlässiger Quelle verlautet ferner, daß weitere Mitteilungen bevorstehen und daß die Bevölkerung die Ereignisse mit Ruhe und Vertrauen aufnimmt. xyxy=(524,211,749,302)
article-paragraph xyxy=(64,198,281,287)
article-paragraph xyxy=(292,1078,512,1167)
column-1 xyxy=(64,83,282,1533)
article-text: Die Verhandlungen wurden heute fortgesetzt, und es ergab sich in der Aussprache eine lebhafte Erörterung der Lage, über die von den verschiedenen Seiten berichtet wurde. Nach den vorliegenden Meldungen wird angenommen, daß die Regierung sich mit den Fragen eingehend beschäftigen und in nächster Zeit eine Erklärung abgeben wird, die über die weiteren Maßnahmen Aufschluß geben soll. In den Kreisen der Abgeordneten herrscht die Auffassung, daß eine Verständigung möglich ist, wenn die beteiligten Stellen den Willen zur Zusammenarbeit zeigen. Die Blätter besprechen die Vorgänge ausführlich und heben hervor, daß die Entwicklung mit großer Aufmerksamkeit verfolgt werde. Aus zuverlässiger Quelle verlautet ferner, daß weitere Mitteilungen bevorstehen und daß die Bevölkerung die Ereignisse mit Ruhe und Vertrauen aufnimmt. xyxy=(524,1372,748,1462)
article-paragraph xyxy=(524,1101,748,1190)
article-paragraph xyxy=(524,304,748,393)
article-text: Die Verhandlungen wurden heute fortgesetzt, und es ergab sich in der Aussprache eine lebhafte Erörterung der Lage, über die von den verschiedenen Seiten berichtet wurde. Nach den vorliegenden Meldungen wird angenommen, daß die Regierung sich mit den Fragen eingehend beschäftigen und in nächster Zeit eine Erklärung abgeben wird, die über die weiteren Maßnahmen Aufschluß geben soll. In den Kreisen der Abgeordneten herrscht die Auffassung, daß eine Verständigung möglich ist, wenn die beteiligten Stellen den Willen zur Zusammenarbeit zeigen. Die Blätter besprechen die Vorgänge ausführlich und heben hervor, daß die Entwicklung mit großer Aufmerksamkeit verfolgt werde. Aus zuverlässiger Quelle verlautet ferner, daß weitere Mitteilungen bevorstehen und daß die Bevölkerung die Ereignisse mit Ruhe und Vertrauen aufnimmt. xyxy=(64,689,281,779)
dateline: Berlin, 8. März. xyxy=(765,168,821,175)
article-text: Die Verhandlungen wurden heute fortgesetzt, und es ergab sich in der Aussprache eine lebhafte Erörterung der Lage, über die von den verschiedenen Seiten berichtet wurde. Nach den vorliegenden Meldungen wird angenommen, daß die Regierung sich mit den Fragen eingehend beschäftigen und in nächster Zeit eine Erklärung abgeben wird, die über die weiteren Maßnahmen Aufschluß geben soll. In den Kreisen der Abgeordneten herrscht die Auffassung, daß eine Verständigung möglich ist, wenn die beteiligten Stellen den Willen zur Zusammenarbeit zeigen. Die Blätter besprechen die Vorgänge ausführlich und heben hervor, daß die Entwicklung mit großer Aufmerksamkeit verfolgt werde. Aus zuverlässiger Quelle verlautet ferner, daß weitere Mitteilungen bevorstehen und daß die Bevölkerung die Ereignisse mit Ruhe und Vertrauen aufnimmt. xyxy=(524,826,748,916)
column-3 xyxy=(524,84,749,1462)
dateline: Berlin, 8. März. xyxy=(298,541,353,549)
dateline: Basel, 8. März. xyxy=(530,512,582,520)
article-text: Die Verhandlungen wurden heute fortgesetzt, und es ergab sich in der Aussprache eine lebhafte Erörterung der Lage, über die von den verschiedenen Seiten berichtet wurde. Nach den vorliegenden Meldungen wird angenommen, daß die Regierung sich mit den Fragen eingehend beschäftigen und in nächster Zeit eine Erklärung abgeben wird, die über die weiteren Maßnahmen Aufschluß geben soll. In den Kreisen der Abgeordneten herrscht die Auffassung, daß eine Verständigung möglich ist, wenn die beteiligten Stellen den Willen zur Zusammenarbeit zeigen. Die Blätter besprechen die Vorgänge ausführlich und heben hervor, daß die Entwicklung mit großer Aufmerksamkeit verfolgt werde. Aus zuverlässiger Quelle verlautet ferner, daß weitere Mitteilungen bevorstehen und daß die Bevölkerung die Ereignisse mit Ruhe und Vertrauen aufnimmt. xyxy=(64,884,281,975)
